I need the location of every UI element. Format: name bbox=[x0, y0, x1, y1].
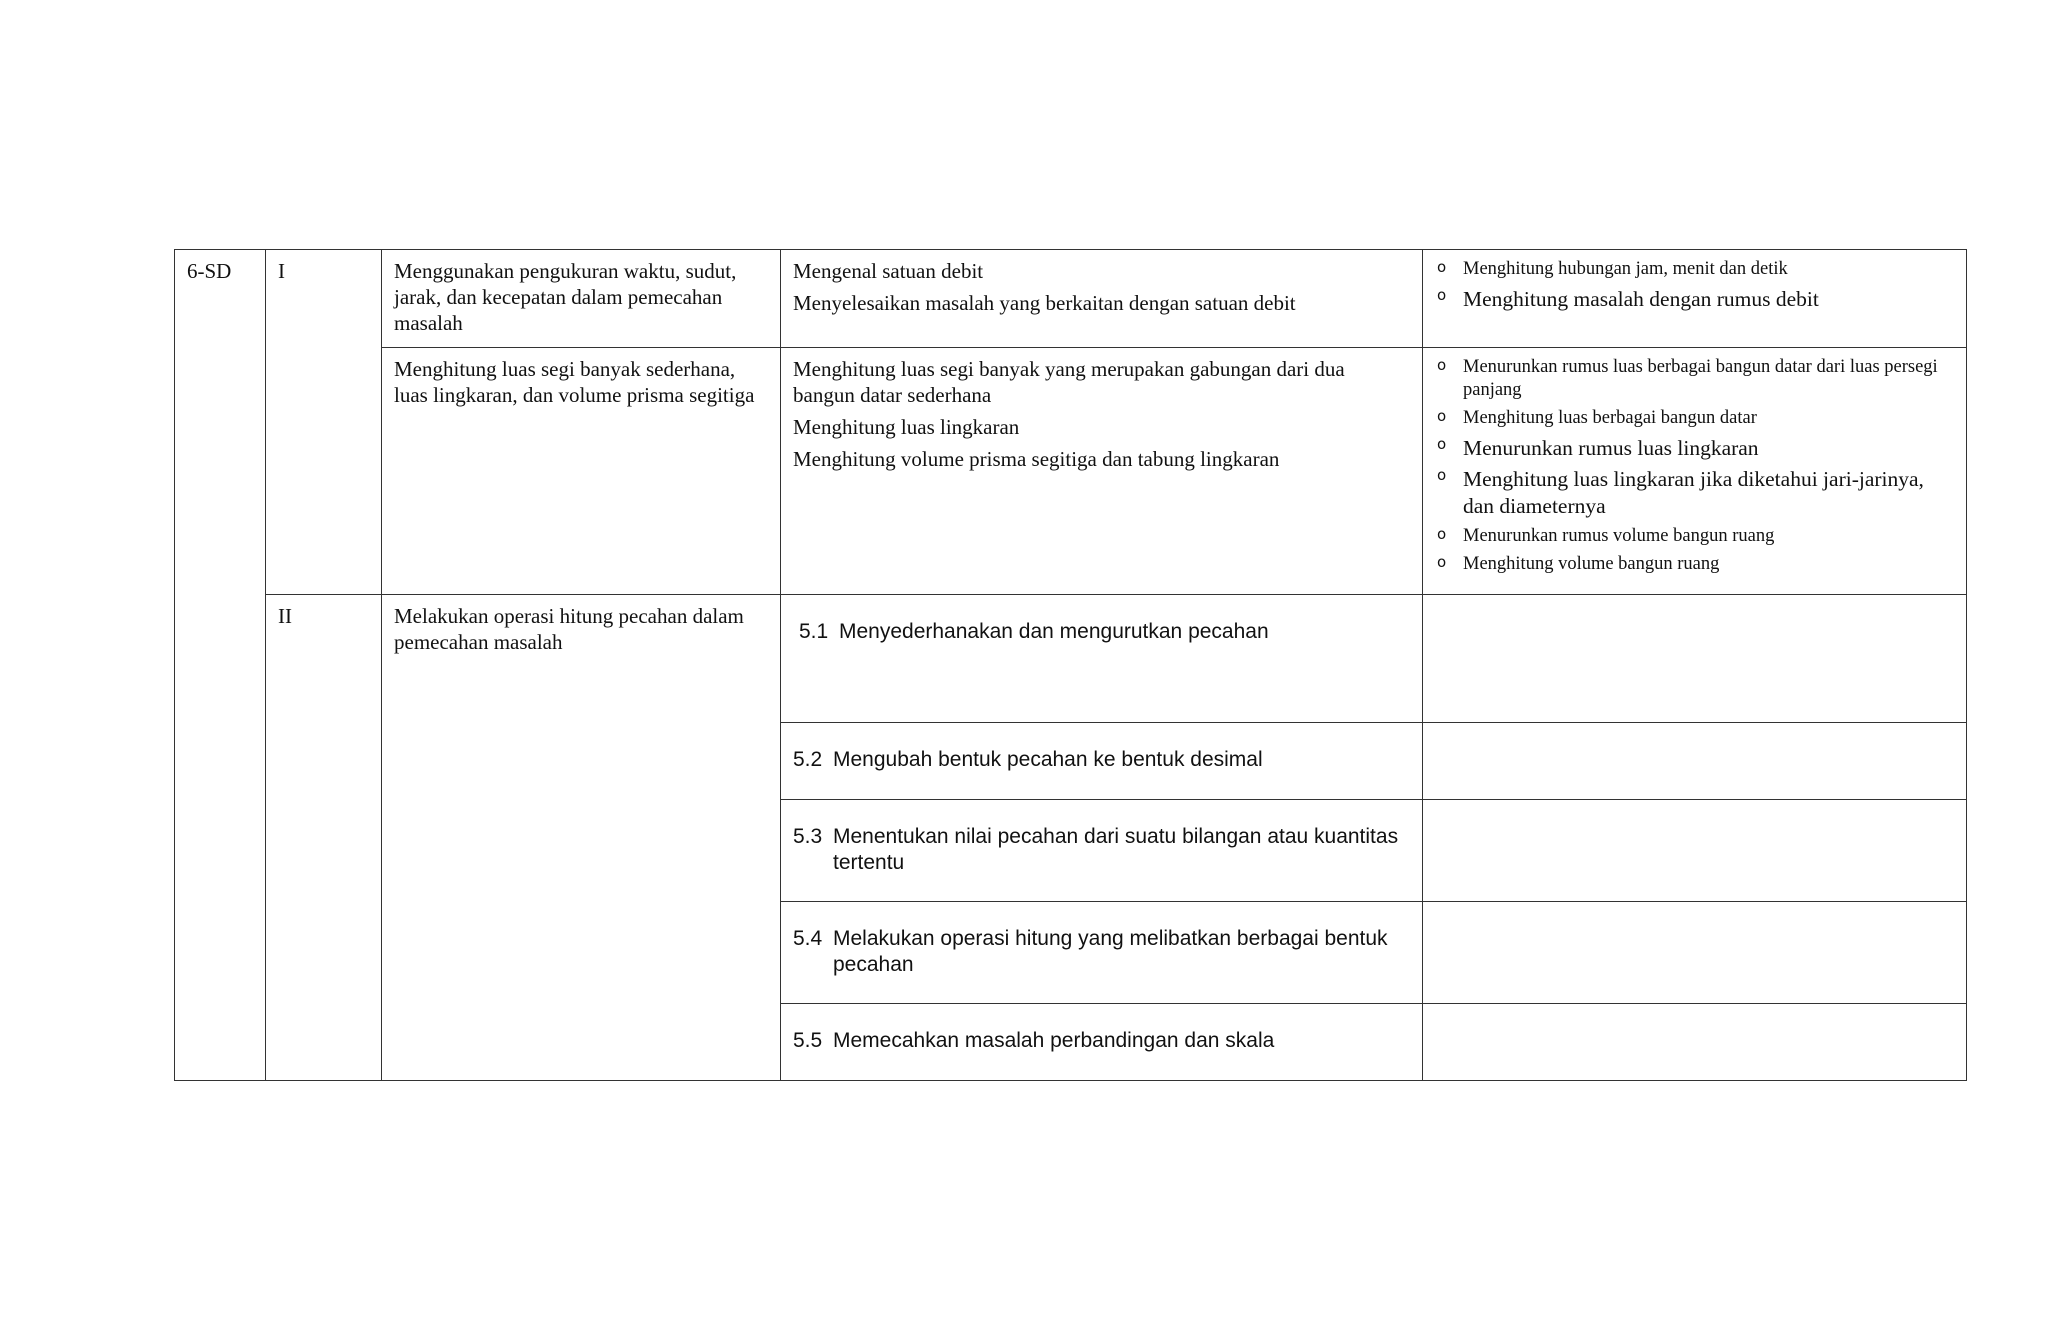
grade-cell: 6-SD bbox=[175, 250, 266, 1081]
indicator-cell bbox=[1423, 348, 1967, 595]
basic-competency-cell bbox=[781, 250, 1423, 348]
indicator-cell bbox=[1423, 250, 1967, 348]
competency-text: Menentukan nilai pecahan dari suatu bilangan atau kuantitas tertentu bbox=[833, 825, 1399, 875]
competency-number: 5.1 bbox=[799, 620, 829, 643]
bullet-icon: o bbox=[1437, 552, 1447, 571]
competency-number: 5.3 bbox=[793, 825, 823, 848]
competency-text: Mengubah bentuk pecahan ke bentuk desimal bbox=[833, 748, 1263, 771]
indicator-item bbox=[1435, 258, 1954, 281]
indicator-text: Menghitung luas lingkaran jika diketahui jari-jarinya, dan diameternya bbox=[1463, 467, 1924, 519]
curriculum-table bbox=[174, 249, 1967, 1081]
indicator-text: Menurunkan rumus luas lingkaran bbox=[1463, 435, 1759, 460]
basic-competency-cell bbox=[781, 595, 1423, 723]
indicator-item bbox=[1435, 356, 1954, 402]
competency-number: 5.2 bbox=[793, 748, 823, 771]
basic-competency-item: Mengenal satuan debit bbox=[793, 259, 984, 283]
basic-competency-cell bbox=[781, 723, 1423, 800]
indicator-text: Menghitung volume bangun ruang bbox=[1463, 553, 1720, 574]
indicator-item bbox=[1435, 286, 1954, 313]
basic-competency-cell bbox=[781, 348, 1423, 595]
competency-number: 5.4 bbox=[793, 927, 823, 950]
bullet-icon: o bbox=[1437, 406, 1447, 425]
competency-text: Melakukan operasi hitung yang melibatkan berbagai bentuk pecahan bbox=[833, 927, 1388, 977]
semester-cell: I bbox=[266, 250, 382, 595]
indicator-item bbox=[1435, 553, 1954, 576]
indicator-item bbox=[1435, 435, 1954, 462]
indicator-text: Menghitung luas berbagai bangun datar bbox=[1463, 407, 1757, 428]
competency-text: Menyederhanakan dan mengurutkan pecahan bbox=[839, 620, 1269, 643]
bullet-icon: o bbox=[1437, 434, 1447, 453]
indicator-text: Menurunkan rumus luas berbagai bangun datar dari luas persegi panjang bbox=[1463, 357, 1938, 400]
indicator-cell-empty bbox=[1423, 595, 1967, 723]
indicator-item bbox=[1435, 466, 1954, 519]
competency-number: 5.5 bbox=[793, 1029, 823, 1052]
bullet-icon: o bbox=[1437, 466, 1447, 485]
bullet-icon: o bbox=[1437, 356, 1447, 374]
semester-cell: II bbox=[266, 595, 382, 1081]
bullet-icon: o bbox=[1437, 258, 1447, 276]
standard-competency-cell: Menggunakan pengukuran waktu, sudut, jarak, dan kecepatan dalam pemecahan masalah bbox=[382, 250, 781, 348]
table-row bbox=[175, 250, 1967, 348]
indicator-text: Menurunkan rumus volume bangun ruang bbox=[1463, 525, 1775, 546]
bullet-icon: o bbox=[1437, 285, 1447, 304]
indicator-cell-empty bbox=[1423, 1004, 1967, 1081]
basic-competency-cell bbox=[781, 1004, 1423, 1081]
standard-competency-cell: Menghitung luas segi banyak sederhana, luas lingkaran, dan volume prisma segitiga bbox=[382, 348, 781, 595]
table-row bbox=[175, 348, 1967, 595]
indicator-text: Menghitung hubungan jam, menit dan detik bbox=[1463, 259, 1788, 279]
basic-competency-cell bbox=[781, 902, 1423, 1004]
bullet-icon: o bbox=[1437, 524, 1447, 543]
indicator-cell-empty bbox=[1423, 723, 1967, 800]
competency-text: Memecahkan masalah perbandingan dan skala bbox=[833, 1029, 1275, 1052]
indicator-text: Menghitung masalah dengan rumus debit bbox=[1463, 286, 1819, 311]
basic-competency-cell bbox=[781, 800, 1423, 902]
table-row bbox=[175, 595, 1967, 723]
basic-competency-item: Menghitung volume prisma segitiga dan tabung lingkaran bbox=[793, 447, 1280, 472]
indicator-cell-empty bbox=[1423, 800, 1967, 902]
basic-competency-item: Menghitung luas segi banyak yang merupakan gabungan dari dua bangun datar sederhana bbox=[793, 357, 1345, 408]
standard-competency-cell: Melakukan operasi hitung pecahan dalam pemecahan masalah bbox=[382, 595, 781, 1081]
indicator-item bbox=[1435, 407, 1954, 430]
basic-competency-item: Menyelesaikan masalah yang berkaitan dengan satuan debit bbox=[793, 291, 1296, 316]
basic-competency-item: Menghitung luas lingkaran bbox=[793, 415, 1020, 440]
indicator-item bbox=[1435, 525, 1954, 548]
indicator-cell-empty bbox=[1423, 902, 1967, 1004]
